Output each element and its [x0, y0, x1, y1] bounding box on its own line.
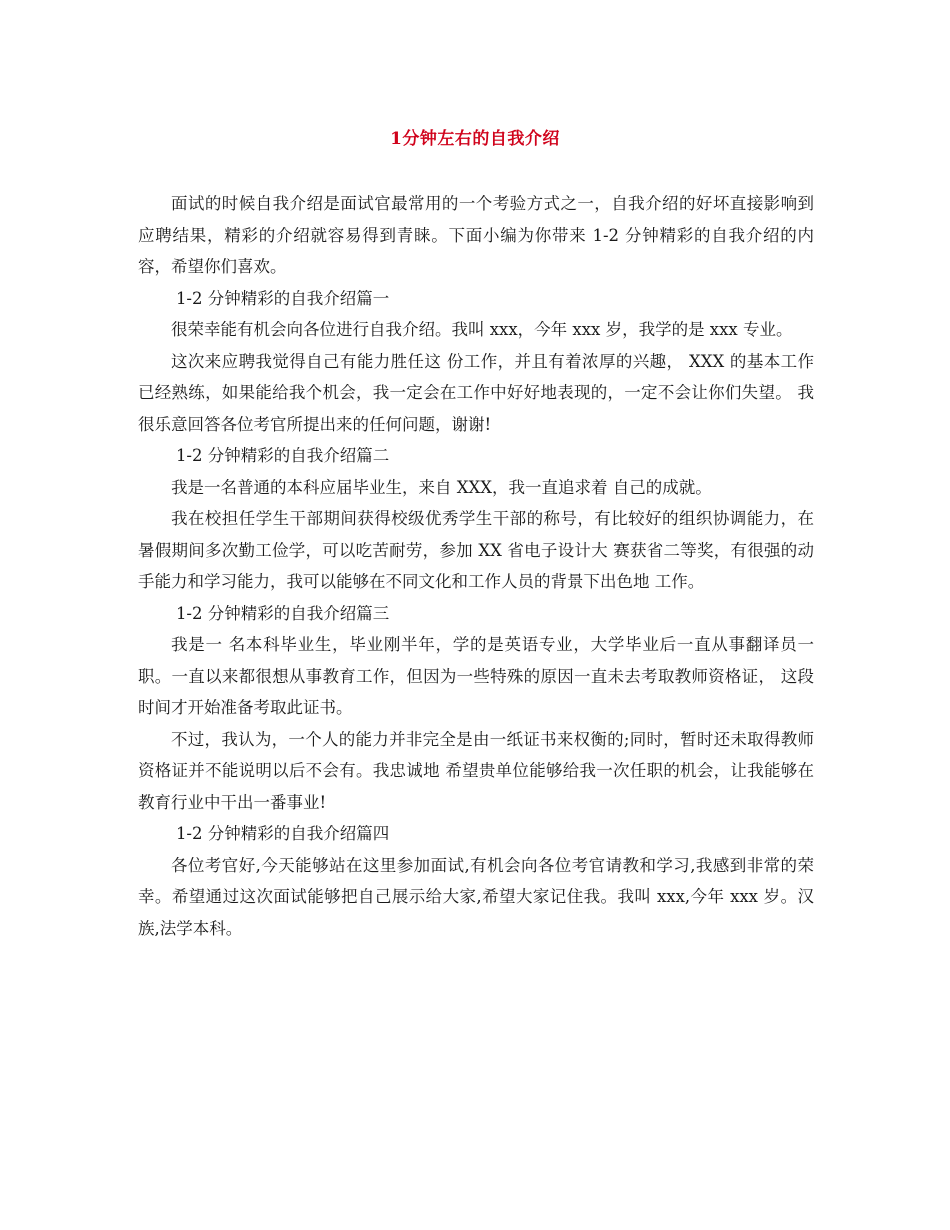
- paragraph: 我是一名普通的本科应届毕业生，来自 XXX，我一直追求着 自己的成就。: [171, 477, 712, 497]
- document-title: 1分钟左右的自我介绍: [390, 129, 560, 149]
- paragraph: 这次来应聘我觉得自己有能力胜任这 份工作，并且有着浓厚的兴趣， XXX 的基本工作已经熟练，如果能给我个机会，我一定会在工作中好好地表现的，一定不会让你们失望。 我很乐意回答各位考官所提出来的任何问题，谢谢!: [138, 351, 814, 434]
- section-heading-2: 1-2 分钟精彩的自我介绍篇二: [175, 446, 390, 465]
- section-heading-4: 1-2 分钟精彩的自我介绍篇四: [175, 824, 390, 843]
- paragraph: 各位考官好,今天能够站在这里参加面试,有机会向各位考官请教和学习,我感到非常的荣幸。希望通过这次面试能够把自己展示给大家,希望大家记住我。我叫 xxx,今年 xxx 岁。汉族,法学本科。: [138, 855, 814, 938]
- intro-paragraph: 面试的时候自我介绍是面试官最常用的一个考验方式之一，自我介绍的好坏直接影响到应聘结果，精彩的介绍就容易得到青睐。下面小编为你带来 1-2 分钟精彩的自我介绍的内容，希望你们喜欢。: [138, 194, 814, 276]
- document-body: [138, 188, 814, 944]
- paragraph: 我在校担任学生干部期间获得校级优秀学生干部的称号，有比较好的组织协调能力，在暑假期间多次勤工俭学，可以吃苦耐劳，参加 XX 省电子设计大 赛获省二等奖，有很强的动手能力和学习能力，我可以能够在不同文化和工作人员的背景下出色地 工作。: [138, 509, 814, 591]
- paragraph: 我是一 名本科毕业生，毕业刚半年，学的是英语专业，大学毕业后一直从事翻译员一职。一直以来都很想从事教育工作，但因为一些特殊的原因一直未去考取教师资格证， 这段时间才开始准备考取此证书。: [138, 635, 814, 717]
- section-heading-1: 1-2 分钟精彩的自我介绍篇一: [175, 288, 390, 308]
- section-heading-3: 1-2 分钟精彩的自我介绍篇三: [175, 603, 390, 623]
- paragraph: 很荣幸能有机会向各位进行自我介绍。我叫 xxx，今年 xxx 岁，我学的是 xxx 专业。: [171, 320, 793, 339]
- paragraph: 不过，我认为，一个人的能力并非完全是由一纸证书来权衡的;同时，暂时还未取得教师资格证并不能说明以后不会有。我忠诚地 希望贵单位能够给我一次任职的机会，让我能够在教育行业中干出一番事业!: [138, 729, 814, 812]
